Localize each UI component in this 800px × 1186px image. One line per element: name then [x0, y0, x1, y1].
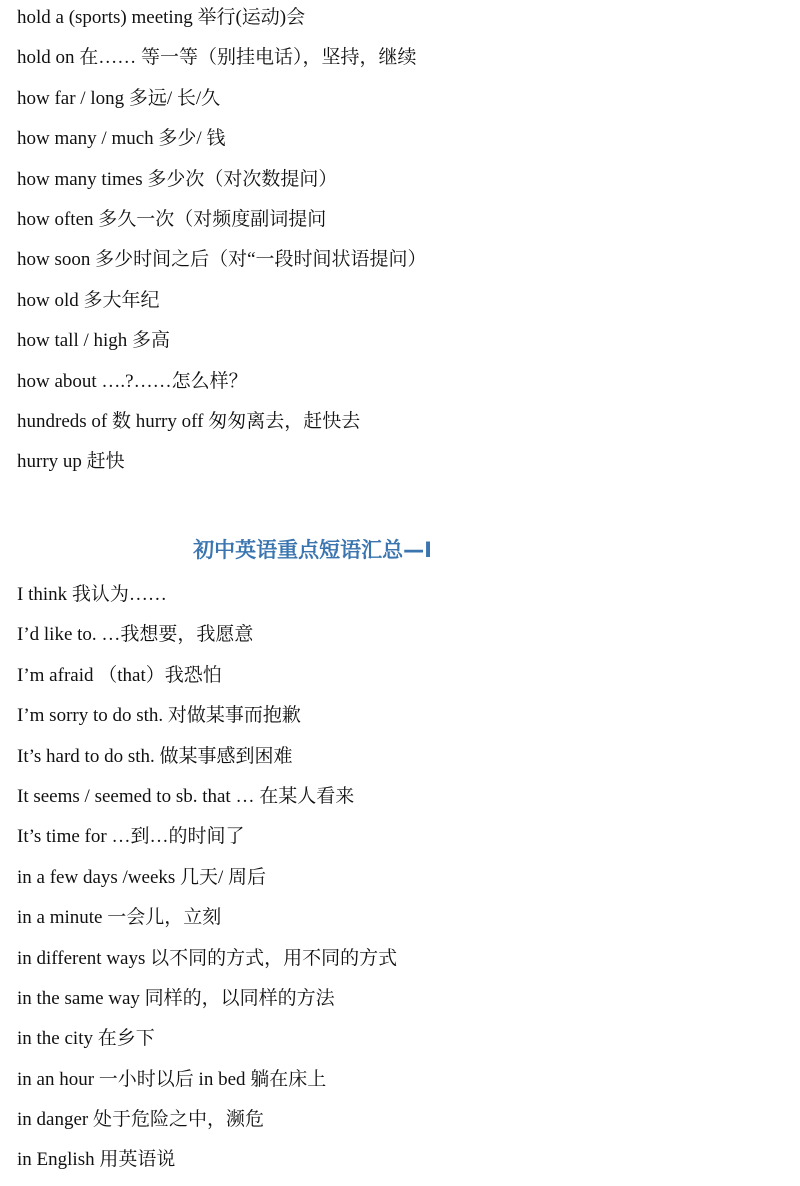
phrase-entry: how old 多大年纪	[17, 289, 160, 311]
phrase-entry: hurry up 赶快	[17, 451, 125, 473]
phrase-entry: in an hour 一小时以后 in bed 躺在床上	[17, 1068, 327, 1090]
phrase-entry: I’m sorry to do sth. 对做某事而抱歉	[17, 705, 301, 727]
phrase-entry: hundreds of 数 hurry off 匆匆离去，赶快去	[17, 410, 361, 432]
section-title: 初中英语重点短语汇总—I	[193, 538, 432, 562]
phrase-entry: in English 用英语说	[17, 1149, 176, 1171]
phrase-entry: I think 我认为……	[17, 584, 167, 605]
phrase-entry: I’m afraid （that）我恐怕	[17, 664, 222, 686]
phrase-entry: how many / much 多少/ 钱	[17, 128, 226, 150]
phrase-entry: how tall / high 多高	[17, 330, 171, 352]
phrase-entry: in the same way 同样的，以同样的方法	[17, 987, 335, 1009]
phrase-entry: how far / long 多远/ 长/久	[17, 87, 221, 109]
phrase-entry: how often 多久一次（对频度副词提问	[17, 208, 327, 230]
phrase-entry: in the city 在乡下	[17, 1028, 155, 1050]
phrase-entry: hold a (sports) meeting 举行(运动)会	[17, 7, 306, 28]
phrase-list-i	[17, 580, 397, 1186]
phrase-entry: how soon 多少时间之后（对“一段时间状语提问）	[17, 249, 427, 271]
phrase-entry: It’s hard to do sth. 做某事感到困难	[17, 745, 293, 767]
phrase-entry: hold on 在…… 等一等（别挂电话），坚持，继续	[17, 47, 417, 69]
phrase-entry: in different ways 以不同的方式，用不同的方式	[17, 947, 398, 969]
phrase-entry: in danger 处于危险之中，濒危	[17, 1109, 264, 1131]
phrase-entry: how about ….?……怎么样？	[17, 370, 248, 392]
phrase-entry: in a minute 一会儿，立刻	[17, 907, 222, 929]
phrase-entry: I’d like to. …我想要，我愿意	[17, 624, 254, 646]
phrase-entry: It’s time for …到…的时间了	[17, 826, 245, 848]
phrase-entry: in a few days /weeks 几天/ 周后	[17, 866, 267, 888]
phrase-entry: how many times 多少次（对次数提问）	[17, 168, 338, 190]
phrase-list-h	[17, 3, 427, 488]
phrase-entry: It seems / seemed to sb. that … 在某人看来	[17, 785, 355, 807]
